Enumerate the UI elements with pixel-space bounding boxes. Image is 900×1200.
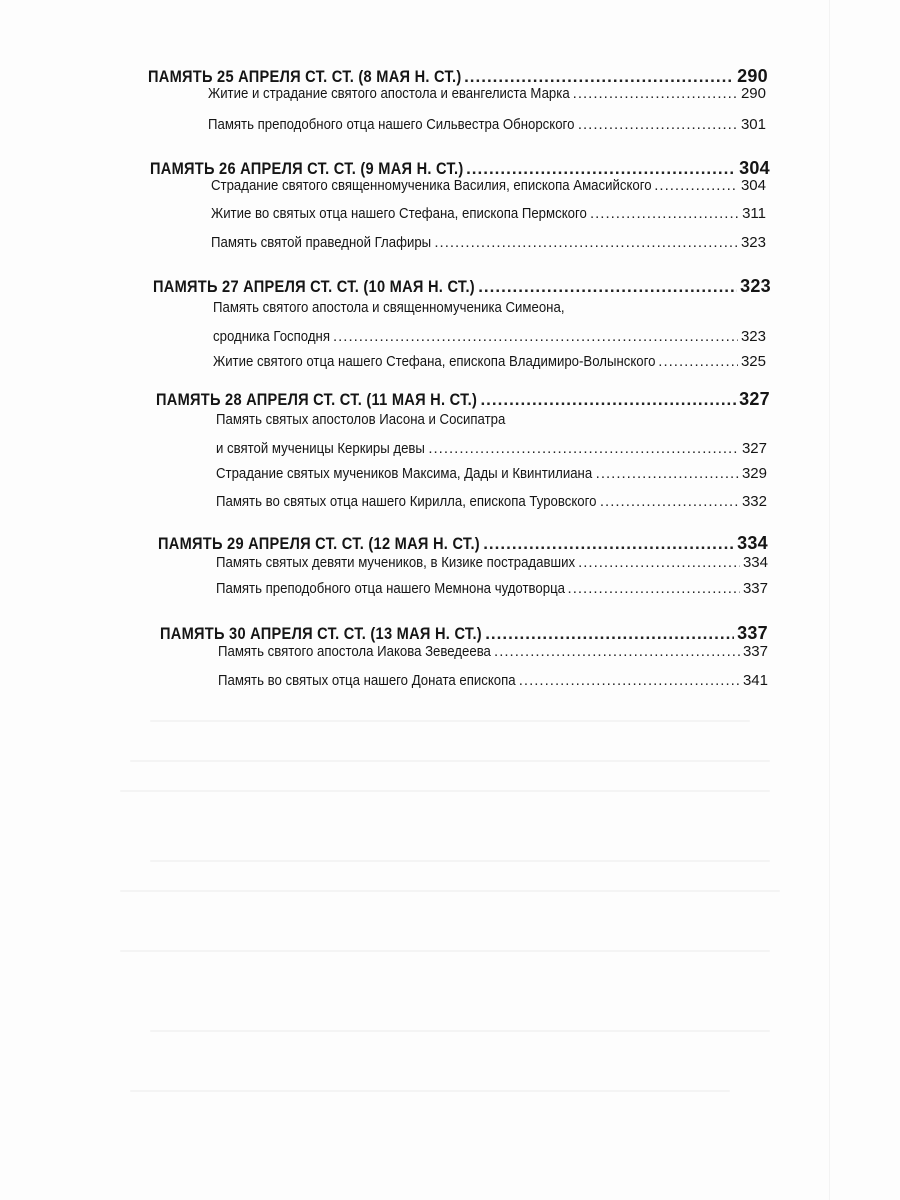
section-heading-title: ПАМЯТЬ 29 АПРЕЛЯ СТ. СТ. (12 МАЯ Н. СТ.) [158, 534, 480, 553]
toc-entry-page-number: 301 [740, 116, 766, 133]
dot-leader [590, 205, 739, 222]
toc-entry-title: Память святого апостола Иакова Зеведеева [218, 643, 491, 660]
toc-entry-page-number: 304 [740, 177, 766, 194]
toc-entry[interactable] [218, 669, 768, 689]
entry-title-line: Память святого апостола и священномученика Симеона, [213, 299, 565, 316]
section-heading-page-number: 290 [737, 66, 768, 86]
section-heading-page-number: 327 [739, 389, 770, 409]
toc-entry-title: Память преподобного отца нашего Сильвестра Обнорского [208, 116, 575, 133]
dot-leader [596, 465, 739, 482]
toc-entry-title: Житие во святых отца нашего Стефана, епископа Пермского [211, 205, 587, 222]
section-heading-page-number: 334 [737, 533, 768, 553]
entry-title-line: Память святых апостолов Иасона и Сосипатра [216, 411, 506, 428]
toc-entry-page-number: 332 [741, 493, 767, 510]
toc-entry-page-number: 337 [742, 643, 768, 660]
dot-leader [478, 277, 737, 297]
toc-entry-page-number: 327 [741, 440, 767, 457]
section-heading-page-number: 323 [740, 276, 771, 296]
toc-entry-title: Память святой праведной Глафиры [211, 234, 432, 251]
dot-leader [568, 580, 740, 597]
toc-entry[interactable] [211, 174, 766, 194]
dot-leader [654, 177, 738, 194]
toc-entry-title: Память святых девяти мучеников, в Кизике пострадавших [216, 554, 576, 571]
toc-entry-title: Страдание святых мучеников Максима, Дады и Квинтилиана [216, 465, 593, 482]
toc-entry[interactable] [216, 551, 768, 571]
toc-entry-title: и святой мученицы Керкиры девы [216, 440, 425, 457]
dot-leader [519, 672, 740, 689]
toc-entry[interactable] [211, 231, 766, 251]
toc-entry[interactable] [211, 202, 766, 222]
toc-entry-page-number: 329 [741, 465, 767, 482]
dot-leader [600, 493, 739, 510]
dot-leader [480, 390, 736, 410]
toc-entry-title: Память во святых отца нашего Кирилла, епископа Туровского [216, 493, 597, 510]
toc-entry-page-number: 323 [740, 234, 766, 251]
toc-entry[interactable] [208, 82, 766, 102]
toc-entry-page-number: 323 [740, 328, 766, 345]
toc-entry[interactable] [216, 490, 767, 510]
toc-entry-page-number: 325 [740, 353, 766, 370]
dot-leader [333, 328, 738, 345]
section-heading-title: ПАМЯТЬ 27 АПРЕЛЯ СТ. СТ. (10 МАЯ Н. СТ.) [153, 277, 475, 296]
section-heading-title: ПАМЯТЬ 26 АПРЕЛЯ СТ. СТ. (9 МАЯ Н. СТ.) [150, 159, 464, 178]
section-heading-page-number: 304 [739, 158, 770, 178]
toc-entry[interactable] [216, 577, 768, 597]
dot-leader [578, 116, 738, 133]
dot-leader [658, 353, 738, 370]
toc-entry-page-number: 337 [742, 580, 768, 597]
toc-entry-page-number: 290 [740, 85, 766, 102]
section-heading[interactable] [156, 386, 770, 410]
toc-entry-title: Страдание святого священномученика Василия, епископа Амасийского [211, 177, 652, 194]
toc-entry-title: сродника Господня [213, 328, 330, 345]
toc-entry[interactable] [216, 437, 767, 457]
section-heading[interactable] [153, 273, 771, 297]
toc-entry-page-number: 311 [742, 205, 766, 222]
toc-entry-title: Житие святого отца нашего Стефана, епископа Владимиро-Волынского [213, 353, 656, 370]
toc-entry[interactable] [216, 462, 767, 482]
dot-leader [494, 643, 740, 660]
toc-entry-title: Житие и страдание святого апостола и евангелиста Марка [208, 85, 570, 102]
dot-leader [428, 440, 739, 457]
toc-entry[interactable] [218, 640, 768, 660]
toc-entry-title: Память преподобного отца нашего Мемнона чудотворца [216, 580, 565, 597]
toc-entry[interactable] [208, 113, 766, 133]
toc-entry-page-number: 334 [742, 554, 768, 571]
toc-entry-title: Память во святых отца нашего Доната епископа [218, 672, 516, 689]
dot-leader [578, 554, 740, 571]
toc-entry[interactable] [213, 350, 766, 370]
section-heading-title: ПАМЯТЬ 28 АПРЕЛЯ СТ. СТ. (11 МАЯ Н. СТ.) [156, 390, 478, 409]
dot-leader [573, 85, 738, 102]
section-heading-title: ПАМЯТЬ 25 АПРЕЛЯ СТ. СТ. (8 МАЯ Н. СТ.) [148, 67, 462, 86]
dot-leader [434, 234, 738, 251]
section-heading-page-number: 337 [737, 623, 768, 643]
toc-entry[interactable] [213, 325, 766, 345]
section-heading-title: ПАМЯТЬ 30 АПРЕЛЯ СТ. СТ. (13 МАЯ Н. СТ.) [160, 624, 482, 643]
toc-entry-page-number: 341 [742, 672, 768, 689]
